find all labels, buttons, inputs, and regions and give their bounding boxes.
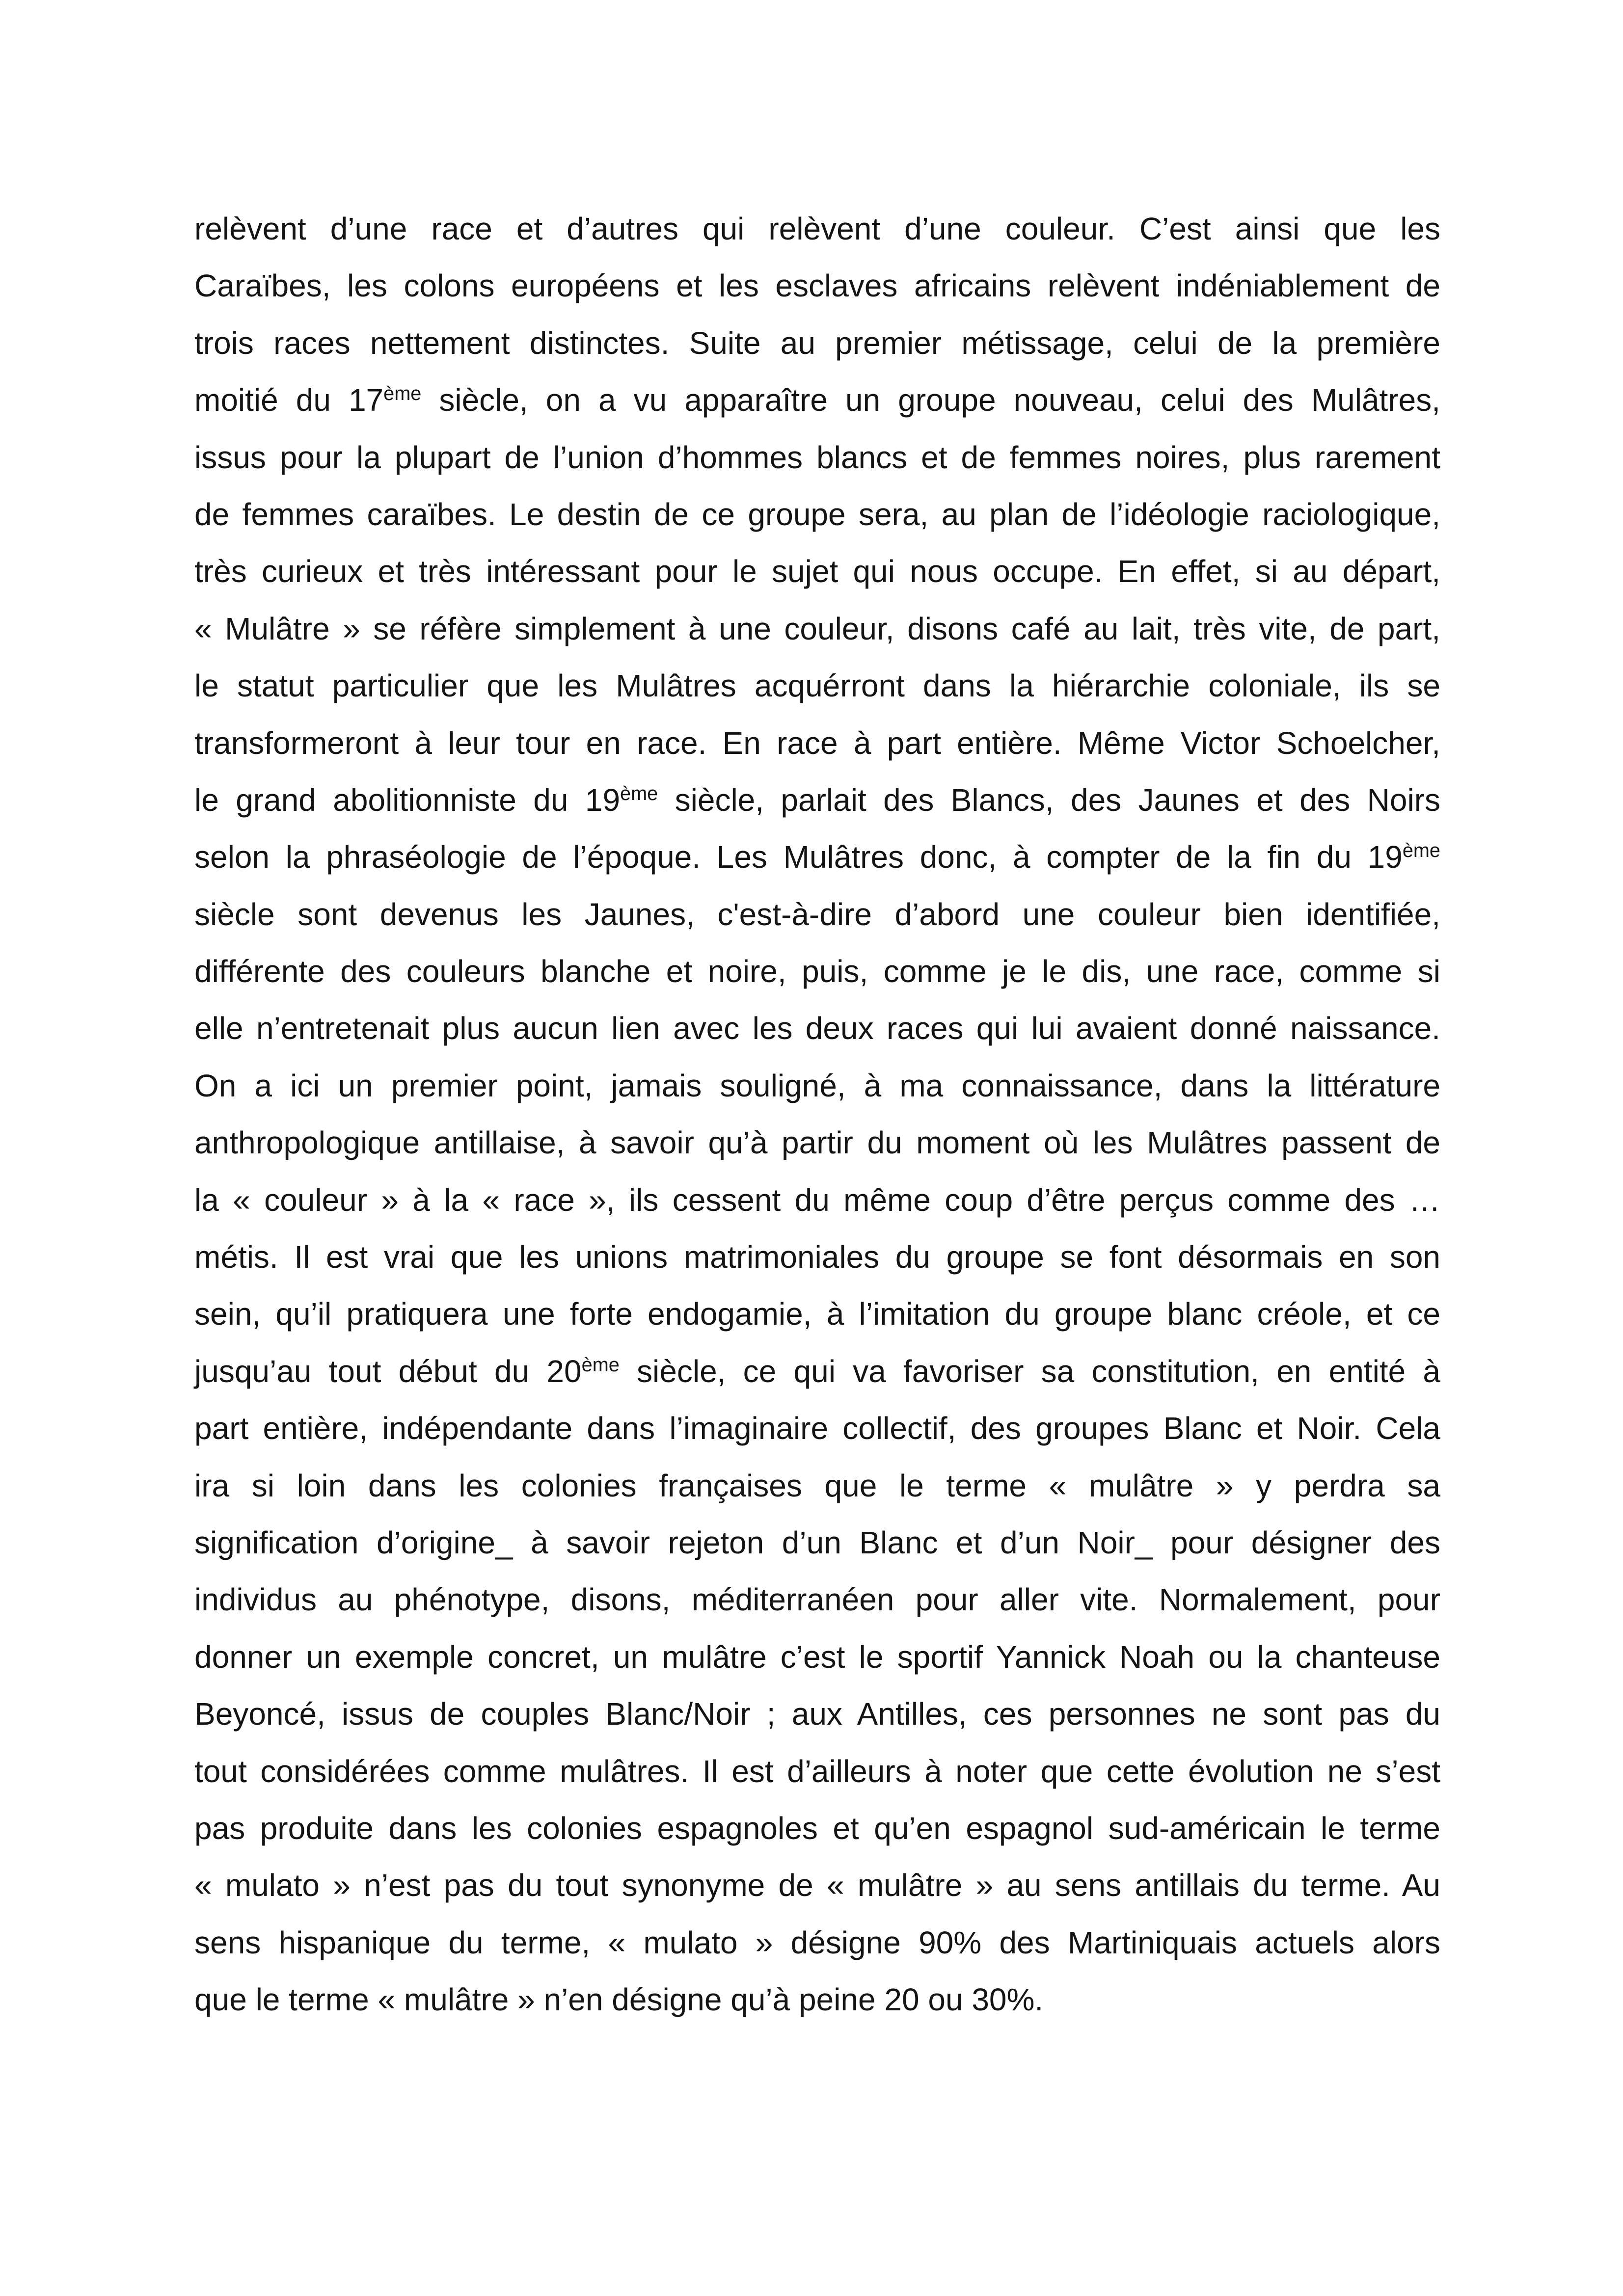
superscript: ème <box>620 783 658 805</box>
text-line: anthropologique antillaise, à savoir qu’à partir du moment où les Mulâtres passent de <box>194 1125 1440 1161</box>
text-line: que le terme « mulâtre » n’en désigne qu’à peine 20 ou 30%. <box>194 1982 1044 2018</box>
text-line: très curieux et très intéressant pour le sujet qui nous occupe. En effet, si au départ, <box>194 554 1440 589</box>
text-run: le grand abolitionniste du 19 <box>194 782 621 818</box>
body-paragraph <box>194 200 1440 2029</box>
text-line: individus au phénotype, disons, méditerranéen pour aller vite. Normalement, pour <box>194 1582 1440 1618</box>
text-line <box>194 1343 1440 1400</box>
text-run: siècle, on a vu apparaître un groupe nouveau, celui des Mulâtres, <box>421 382 1441 418</box>
superscript: ème <box>581 1354 620 1376</box>
text-line: donner un exemple concret, un mulâtre c’est le sportif Yannick Noah ou la chanteuse <box>194 1639 1440 1675</box>
superscript: ème <box>383 383 422 405</box>
text-line: sens hispanique du terme, « mulato » désigne 90% des Martiniquais actuels alors <box>194 1924 1440 1960</box>
text-line: métis. Il est vrai que les unions matrimoniales du groupe se font désormais en son <box>194 1239 1440 1275</box>
text-run: jusqu’au tout début du 20 <box>194 1353 582 1389</box>
text-line: issus pour la plupart de l’union d’hommes blancs et de femmes noires, plus rarement <box>194 439 1440 475</box>
text-line: On a ici un premier point, jamais souligné, à ma connaissance, dans la littérature <box>194 1068 1440 1103</box>
text-line <box>194 772 1440 828</box>
text-line: Beyoncé, issus de couples Blanc/Noir ; aux Antilles, ces personnes ne sont pas du <box>194 1696 1440 1732</box>
text-line: part entière, indépendante dans l’imaginaire collectif, des groupes Blanc et Noir. Cela <box>194 1411 1440 1446</box>
superscript: ème <box>1402 840 1440 862</box>
text-line: « Mulâtre » se réfère simplement à une couleur, disons café au lait, très vite, de part, <box>194 611 1440 646</box>
text-run: siècle, parlait des Blancs, des Jaunes et des Noirs <box>658 782 1441 818</box>
text-line: la « couleur » à la « race », ils cessent du même coup d’être perçus comme des … <box>194 1182 1440 1218</box>
text-line: le statut particulier que les Mulâtres acquérront dans la hiérarchie coloniale, ils se <box>194 668 1440 704</box>
text-line: elle n’entretenait plus aucun lien avec les deux races qui lui avaient donné naissance. <box>194 1011 1440 1046</box>
text-line: siècle sont devenus les Jaunes, c'est-à-dire d’abord une couleur bien identifiée, <box>194 896 1440 932</box>
text-line <box>194 828 1440 885</box>
text-line: tout considérées comme mulâtres. Il est d’ailleurs à noter que cette évolution ne s’est <box>194 1753 1440 1789</box>
text-run: moitié du 17 <box>194 382 384 418</box>
text-line: de femmes caraïbes. Le destin de ce groupe sera, au plan de l’idéologie raciologique, <box>194 496 1440 532</box>
text-line: trois races nettement distinctes. Suite au premier métissage, celui de la première <box>194 325 1440 361</box>
text-line: « mulato » n’est pas du tout synonyme de « mulâtre » au sens antillais du terme. Au <box>194 1868 1440 1903</box>
text-run: selon la phraséologie de l’époque. Les Mulâtres donc, à compter de la fin du 19 <box>194 839 1403 875</box>
text-line: sein, qu’il pratiquera une forte endogamie, à l’imitation du groupe blanc créole, et ce <box>194 1296 1440 1332</box>
text-line <box>194 372 1440 428</box>
text-line: ira si loin dans les colonies françaises que le terme « mulâtre » y perdra sa <box>194 1468 1440 1503</box>
text-line: différente des couleurs blanche et noire, puis, comme je le dis, une race, comme si <box>194 954 1440 989</box>
text-line: transformeront à leur tour en race. En race à part entière. Même Victor Schoelcher, <box>194 725 1440 761</box>
text-run: siècle, ce qui va favoriser sa constitution, en entité à <box>619 1353 1441 1389</box>
text-line: Caraïbes, les colons européens et les esclaves africains relèvent indéniablement de <box>194 268 1440 304</box>
text-line: pas produite dans les colonies espagnoles et qu’en espagnol sud-américain le terme <box>194 1810 1440 1846</box>
text-line: relèvent d’une race et d’autres qui relèvent d’une couleur. C’est ainsi que les <box>194 211 1440 246</box>
text-line: signification d’origine_ à savoir rejeton d’un Blanc et d’un Noir_ pour désigner des <box>194 1524 1440 1560</box>
